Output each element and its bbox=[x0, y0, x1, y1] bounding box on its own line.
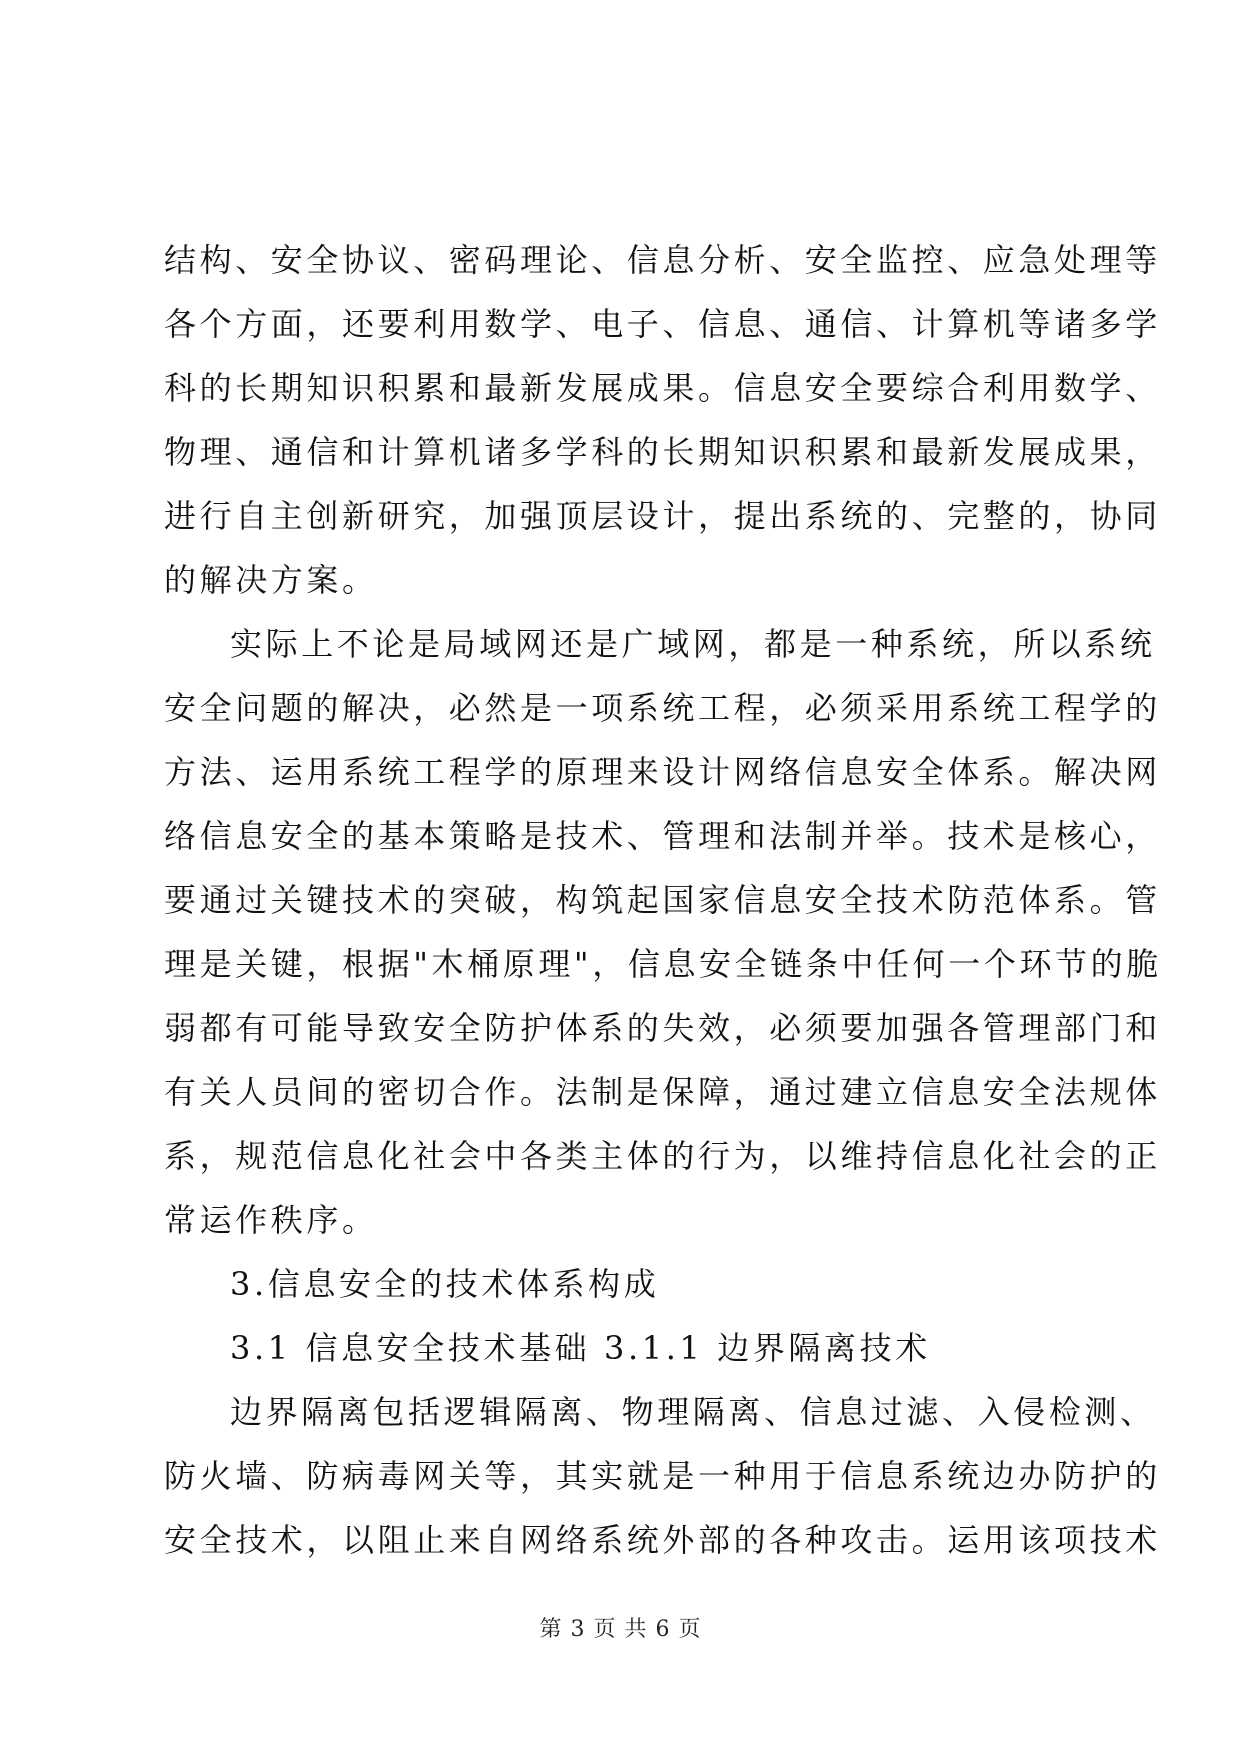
text-line: 各个方面，还要利用数学、电子、信息、通信、计算机等诸多学 bbox=[164, 305, 1161, 343]
text-line: 物理、通信和计算机诸多学科的长期知识积累和最新发展成果， bbox=[164, 433, 1161, 471]
paragraph bbox=[164, 228, 1161, 612]
text-line: 实际上不论是局域网还是广域网，都是一种系统，所以系统 bbox=[230, 625, 1156, 663]
page-number-footer: 第 3 页 共 6 页 bbox=[539, 1617, 702, 1642]
text-line: 安全问题的解决，必然是一项系统工程，必须采用系统工程学的 bbox=[164, 689, 1161, 727]
text-line: 常运作秩序。 bbox=[164, 1201, 378, 1239]
paragraph bbox=[164, 612, 1162, 1252]
text-line: 弱都有可能导致安全防护体系的失效，必须要加强各管理部门和 bbox=[164, 1009, 1161, 1047]
text-line: 结构、安全协议、密码理论、信息分析、安全监控、应急处理等 bbox=[164, 241, 1161, 279]
text-line: 方法、运用系统工程学的原理来设计网络信息安全体系。解决网 bbox=[164, 753, 1161, 791]
text-line: 络信息安全的基本策略是技术、管理和法制并举。技术是核心， bbox=[164, 817, 1161, 855]
heading-text: 3.信息安全的技术体系构成 bbox=[230, 1265, 660, 1303]
document-body bbox=[164, 228, 1162, 1572]
text-line: 系，规范信息化社会中各类主体的行为，以维持信息化社会的正 bbox=[164, 1137, 1161, 1175]
text-line: 防火墙、防病毒网关等，其实就是一种用于信息系统边办防护的 bbox=[164, 1457, 1161, 1495]
text-line: 边界隔离包括逻辑隔离、物理隔离、信息过滤、入侵检测、 bbox=[230, 1393, 1156, 1431]
paragraph bbox=[164, 1380, 1161, 1572]
heading-text: 3.1 信息安全技术基础 3.1.1 边界隔离技术 bbox=[230, 1329, 931, 1367]
text-line: 的解决方案。 bbox=[164, 561, 378, 599]
text-line: 安全技术，以阻止来自网络系统外部的各种攻击。运用该项技术 bbox=[164, 1521, 1161, 1559]
section-heading bbox=[164, 1252, 1094, 1316]
subsection-heading bbox=[164, 1316, 1094, 1380]
text-line: 要通过关键技术的突破，构筑起国家信息安全技术防范体系。管 bbox=[164, 881, 1161, 919]
text-line: 理是关键，根据"木桶原理"，信息安全链条中任何一个环节的脆 bbox=[164, 945, 1162, 983]
text-line: 进行自主创新研究，加强顶层设计，提出系统的、完整的，协同 bbox=[164, 497, 1161, 535]
text-line: 有关人员间的密切合作。法制是保障，通过建立信息安全法规体 bbox=[164, 1073, 1161, 1111]
text-line: 科的长期知识积累和最新发展成果。信息安全要综合利用数学、 bbox=[164, 369, 1161, 407]
